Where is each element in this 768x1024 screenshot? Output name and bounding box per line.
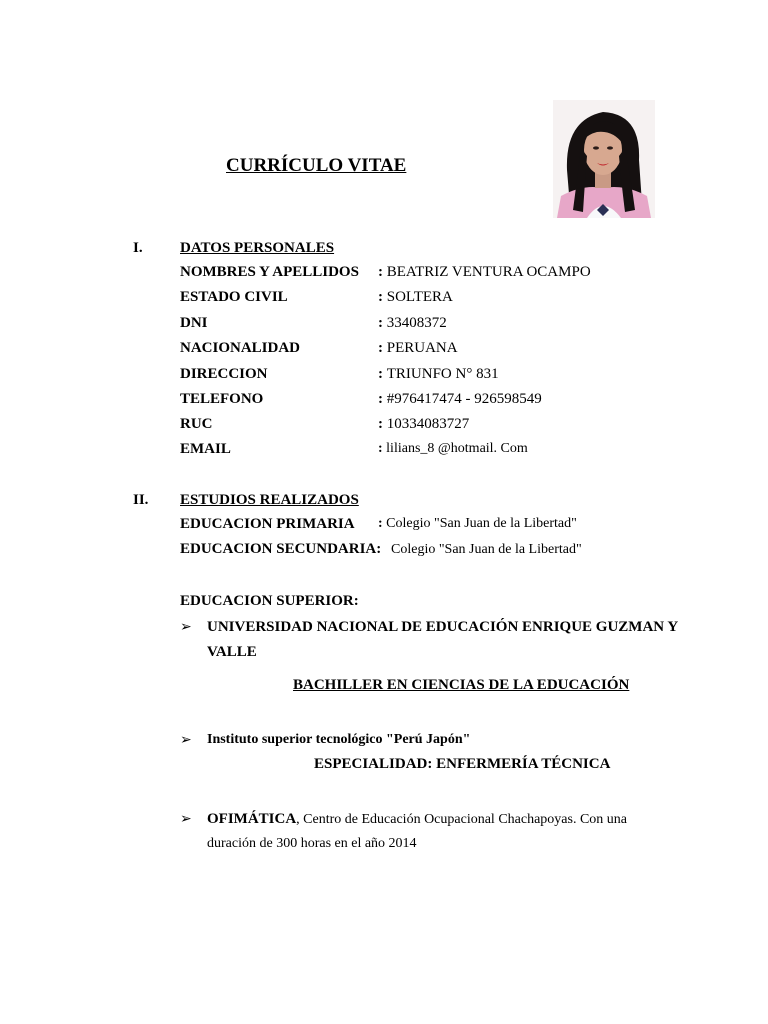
personal-row-dni <box>180 315 447 332</box>
row-label: EDUCACION SECUNDARIA: <box>180 541 382 557</box>
row-value: PERUANA <box>386 340 458 356</box>
university-name-line2: VALLE <box>207 644 257 660</box>
row-label: NOMBRES Y APELLIDOS <box>180 264 359 280</box>
row-value: TRIUNFO N° 831 <box>386 366 499 382</box>
institute-name: Instituto superior tecnológico "Perú Japón" <box>207 732 471 747</box>
row-value: BEATRIZ VENTURA OCAMPO <box>386 264 591 280</box>
row-value: lilians_8 @hotmail. Com <box>386 441 528 456</box>
personal-row-address <box>180 366 499 383</box>
page-title: CURRÍCULO VITAE <box>226 155 407 176</box>
row-colon: : <box>378 315 387 331</box>
studies-superior-label: EDUCACION SUPERIOR: <box>180 593 359 609</box>
personal-row-nationality <box>180 340 458 357</box>
row-value: 10334083727 <box>386 416 470 432</box>
ofimatica-line1 <box>207 811 627 828</box>
personal-row-civil-status <box>180 289 453 306</box>
studies-row-primary <box>180 516 577 533</box>
row-label: EDUCACION PRIMARIA <box>180 516 355 532</box>
row-label: EMAIL <box>180 441 231 457</box>
row-value: #976417474 - 926598549 <box>386 391 542 407</box>
row-label: DNI <box>180 315 208 331</box>
profile-photo <box>553 100 655 218</box>
university-name-line1: UNIVERSIDAD NACIONAL DE EDUCACIÓN ENRIQUE GUZMAN Y <box>207 619 679 635</box>
row-colon: : <box>378 516 387 531</box>
personal-row-ruc <box>180 416 470 433</box>
section-number-studies: II. <box>133 492 149 508</box>
row-label: NACIONALIDAD <box>180 340 301 356</box>
personal-row-name <box>180 264 591 281</box>
ofimatica-title: OFIMÁTICA <box>207 811 297 827</box>
row-value: Colegio "San Juan de la Libertad" <box>386 516 577 531</box>
row-colon: : <box>378 441 387 456</box>
arrow-bullet-icon: ➢ <box>180 620 192 635</box>
profile-photo-icon <box>553 100 655 218</box>
row-colon: : <box>378 289 387 305</box>
section-heading-studies: ESTUDIOS REALIZADOS <box>180 492 359 508</box>
row-colon: : <box>378 264 387 280</box>
studies-row-secondary <box>180 541 582 558</box>
row-value: Colegio "San Juan de la Libertad" <box>391 542 582 557</box>
row-colon: : <box>378 366 387 382</box>
section-heading-personal: DATOS PERSONALES <box>180 240 335 256</box>
row-label: RUC <box>180 416 213 432</box>
row-label: DIRECCION <box>180 366 268 382</box>
university-degree: BACHILLER EN CIENCIAS DE LA EDUCACIÓN <box>293 677 630 693</box>
row-colon: : <box>378 391 387 407</box>
row-colon: : <box>378 340 387 356</box>
row-label: TELEFONO <box>180 391 264 407</box>
row-value: SOLTERA <box>386 289 453 305</box>
personal-row-phone <box>180 391 542 408</box>
ofimatica-line2: duración de 300 horas en el año 2014 <box>207 836 417 851</box>
row-value: 33408372 <box>386 315 447 331</box>
row-label: ESTADO CIVIL <box>180 289 288 305</box>
arrow-bullet-icon: ➢ <box>180 733 192 748</box>
ofimatica-description: , Centro de Educación Ocupacional Chachapoyas. Con una <box>296 812 628 827</box>
section-number-personal: I. <box>133 240 143 256</box>
institute-specialty: ESPECIALIDAD: ENFERMERÍA TÉCNICA <box>314 756 611 772</box>
personal-row-email <box>180 441 528 458</box>
arrow-bullet-icon: ➢ <box>180 812 192 827</box>
row-colon: : <box>378 416 387 432</box>
